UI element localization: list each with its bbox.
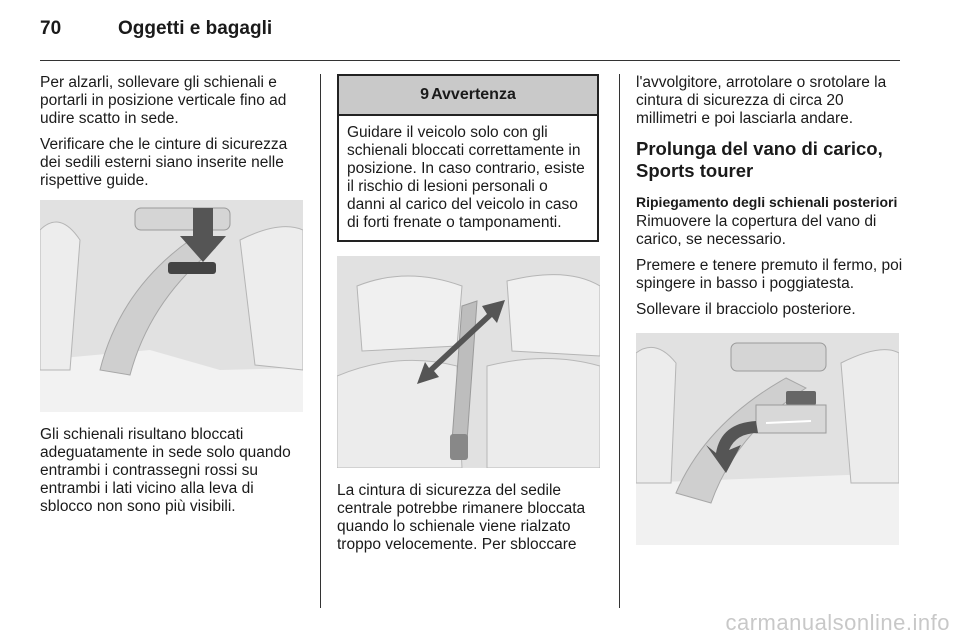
paragraph: Rimuovere la copertura del vano di carico, se necessario. bbox=[636, 213, 877, 248]
warning-header bbox=[339, 76, 597, 116]
header-rule bbox=[40, 60, 900, 61]
paragraph: l'avvolgitore, arrotolare o srotolare la cintura di sicurezza di circa 20 millimetri e poi lasciarla andare. bbox=[636, 74, 887, 127]
page-header bbox=[40, 14, 900, 58]
seatback-lock-illustration bbox=[40, 200, 303, 412]
column-left bbox=[40, 74, 308, 524]
subsection-heading: Ripiegamento degli schienali posteriori bbox=[636, 194, 898, 210]
section-heading: Prolunga del vano di carico, Sports tourer bbox=[636, 138, 883, 181]
warning-title: Avvertenza bbox=[431, 86, 516, 103]
paragraph: Verificare che le cinture di sicurezza dei sedili esterni siano inserite nelle rispettive guide. bbox=[40, 136, 288, 189]
paragraph: Per alzarli, sollevare gli schienali e portarli in posizione verticale fino ad udire scatto in sede. bbox=[40, 74, 287, 127]
warning-text: Guidare il veicolo solo con gli schienali bloccati correttamente in posizione. In caso contrario, esiste il rischio di lesioni personali o danni al carico del veicolo in caso di forti frenate o tamponamenti. bbox=[347, 124, 585, 231]
column-divider bbox=[320, 74, 321, 608]
column-right bbox=[636, 74, 904, 559]
page-number: 70 bbox=[40, 18, 62, 39]
column-divider bbox=[619, 74, 620, 608]
paragraph: La cintura di sicurezza del sedile centrale potrebbe rimanere bloccata quando lo schienale viene rialzato troppo velocemente. Per sbloccare bbox=[337, 482, 586, 553]
paragraph: Sollevare il bracciolo posteriore. bbox=[636, 301, 856, 318]
column-middle bbox=[337, 74, 603, 562]
armrest-illustration bbox=[636, 333, 899, 545]
paragraph: Premere e tenere premuto il fermo, poi spingere in basso i poggiatesta. bbox=[636, 257, 903, 292]
warning-icon: 9 bbox=[420, 86, 430, 103]
watermark: carmanualsonline.info bbox=[725, 610, 950, 635]
center-belt-illustration bbox=[337, 256, 600, 468]
paragraph: Gli schienali risultano bloccati adeguatamente in sede solo quando entrambi i contrassegni rossi su entrambi i lati vicino alla leva di sblocco non sono più visibili. bbox=[40, 426, 291, 515]
warning-box bbox=[337, 74, 599, 242]
page-title: Oggetti e bagagli bbox=[118, 18, 273, 39]
